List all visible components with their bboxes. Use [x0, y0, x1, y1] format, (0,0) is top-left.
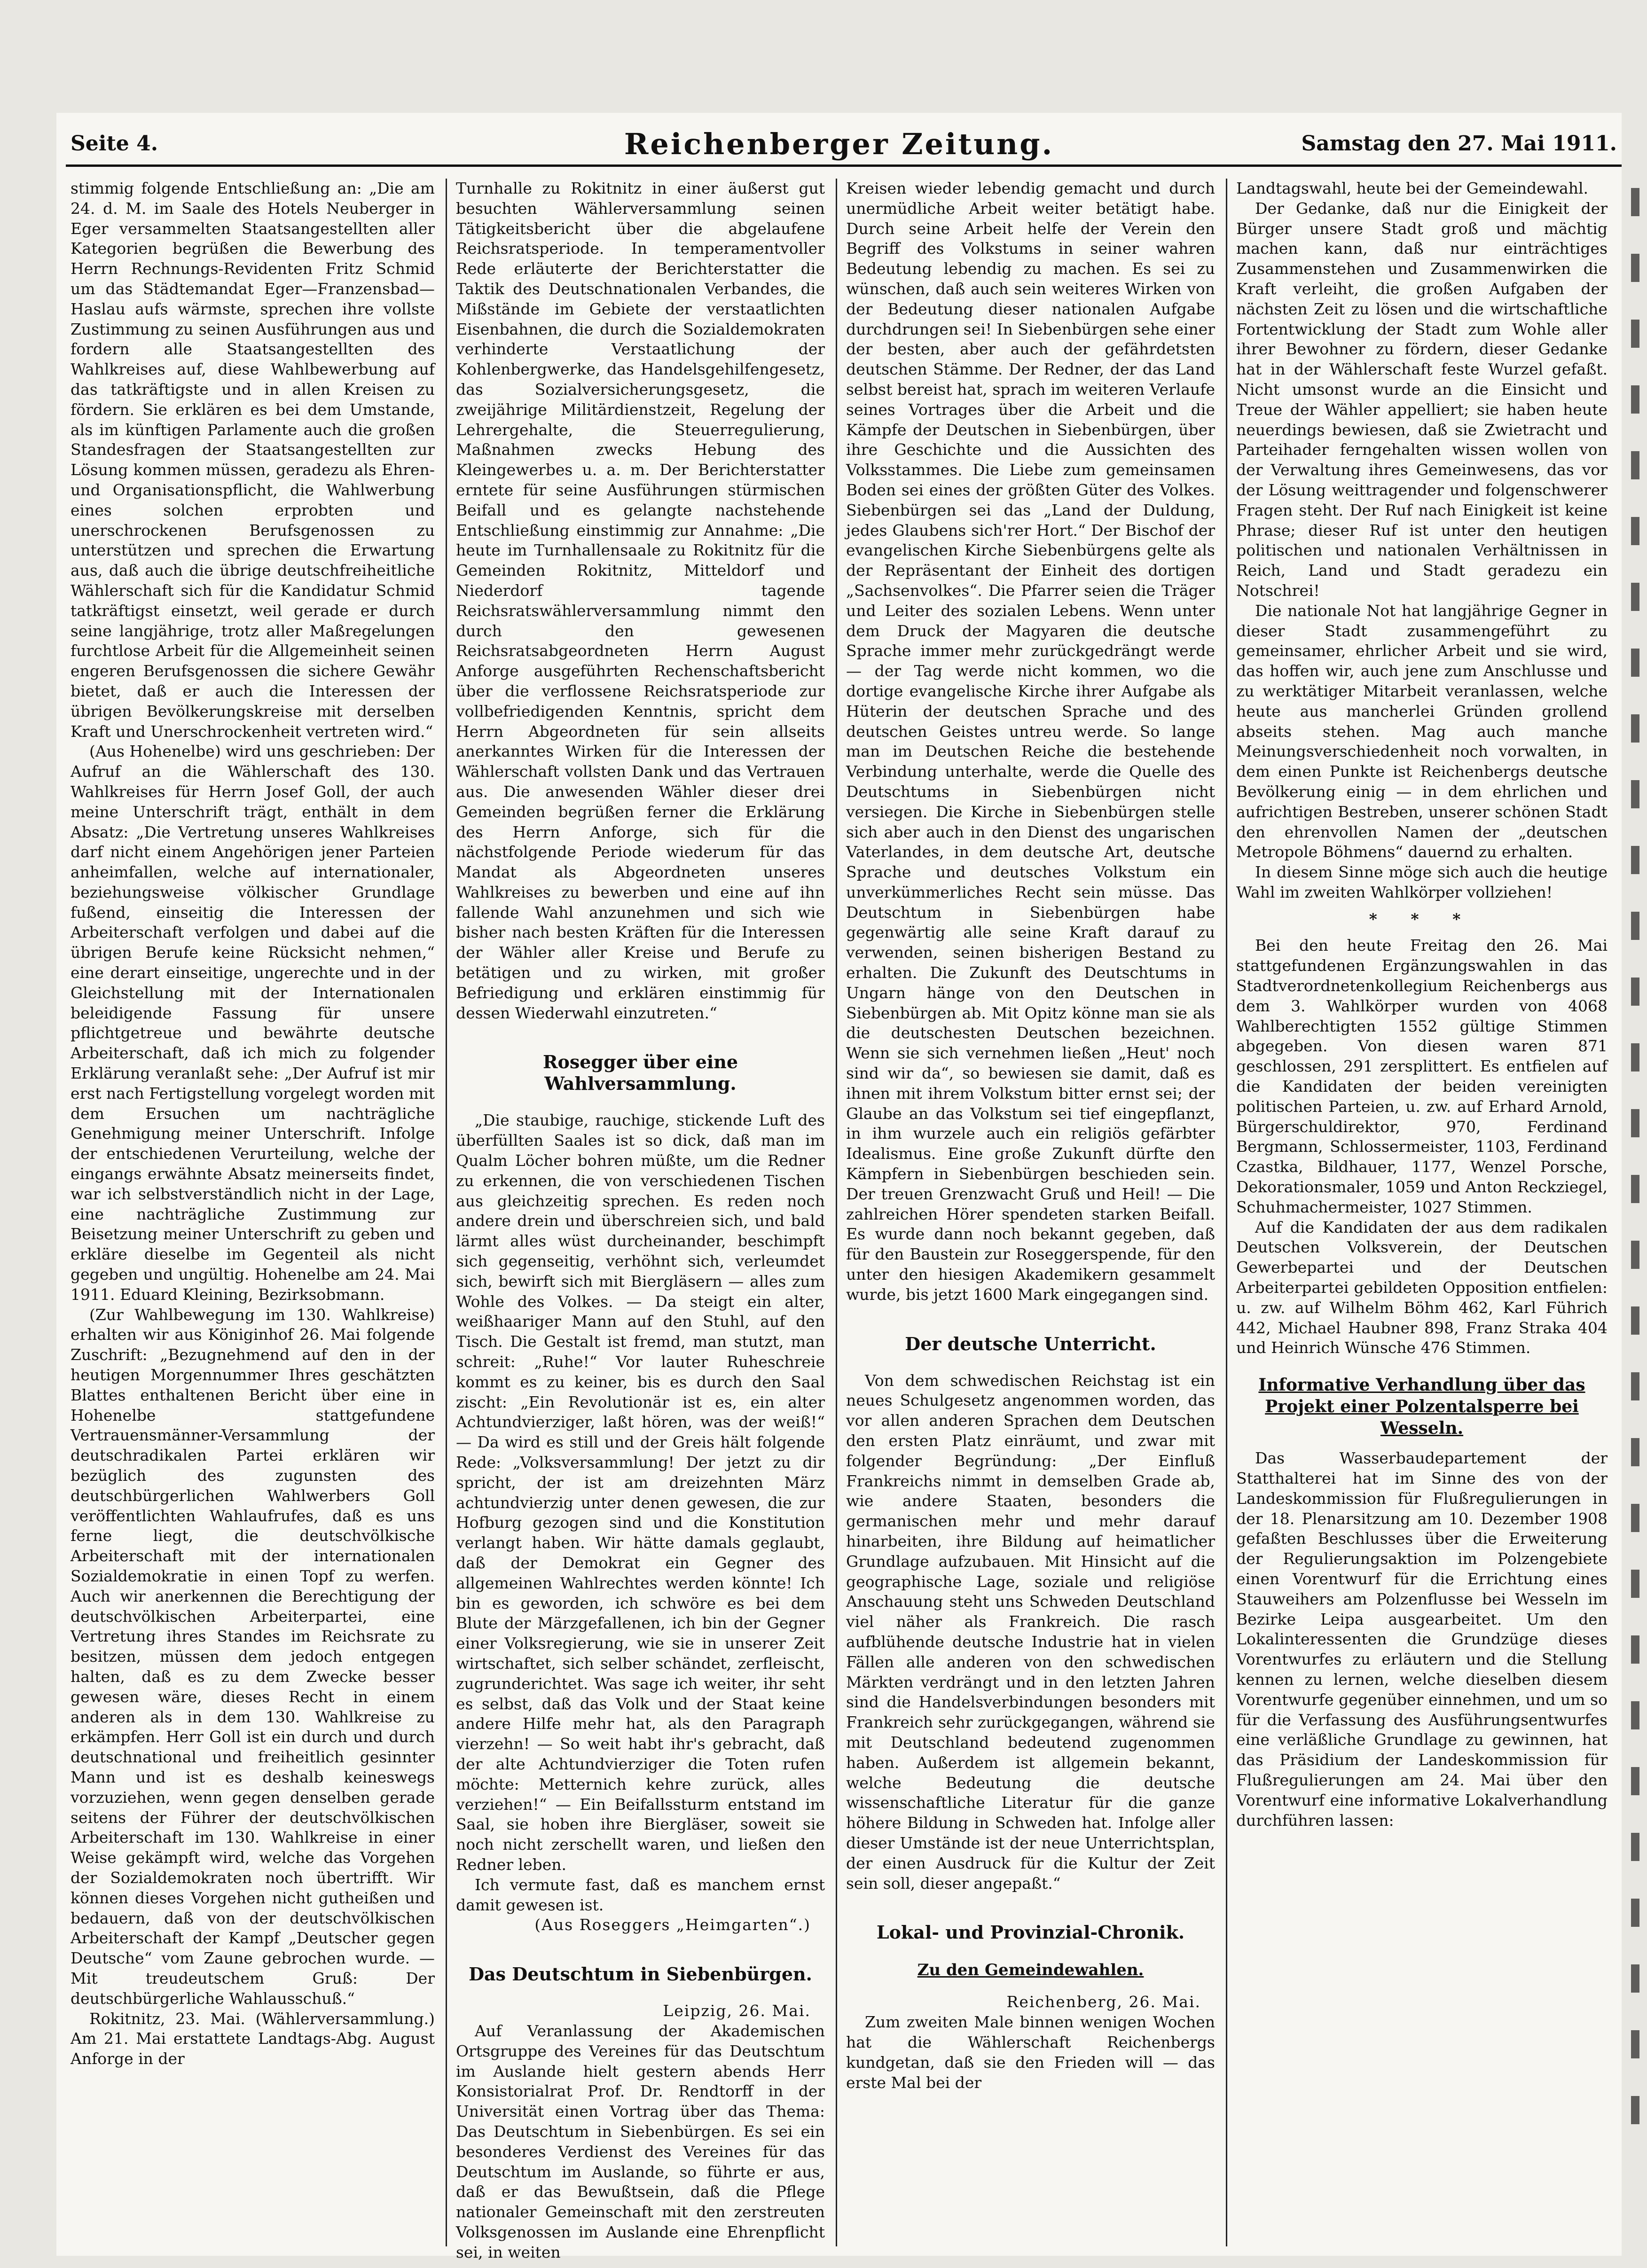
column-2 [456, 179, 825, 2261]
article-paragraph: Turnhalle zu Rokitnitz in einer äußerst gut besuchten Wählerversammlung seinen Tätigkeitsbericht über die abgelaufene Reichsratsperiode. In temperamentvoller Rede erläuterte der Berichterstatter die Taktik des Deutschnationalen Verbandes, die Mißstände im Gebiete der verstaatlichten Eisenbahnen, die durch die Sozialdemokraten verhinderte Verstaatlichung der Kohlenbergwerke, das Handelsgehilfengesetz, das Sozialversicherungsgesetz, die zweijährige Militärdienstzeit, Regelung der Lehrergehalte, die Steuerregulierung, Maßnahmen zwecks Hebung des Kleingewerbes u. a. m. Der Berichterstatter erntete für seine Ausführungen stürmischen Beifall und es gelangte nachstehende Entschließung einstimmig zur Annahme: „Die heute im Turnhallensaale zu Rokitnitz für die Gemeinden Rokitnitz, Mitteldorf und Niederdorf tagende Reichsratswählerversammlung nimmt den durch den gewesenen Reichsratsabgeordneten Herrn August Anforge ausgeführten Rechenschaftsbericht über die verflossene Reichsratsperiode zur vollbefriedigenden Kenntnis, spricht dem Herrn Abgeordneten für sein allseits anerkanntes Wirken für die Interessen der Wählerschaft vollsten Dank und das Vertrauen aus. Die anwesenden Wähler dieser drei Gemeinden begrüßen ferner die Erklärung des Herrn Anforge, sich für die nächstfolgende Periode wiederum für das Mandat als Abgeordneten unseres Wahlkreises zu bewerben und eine auf ihn fallende Wahl anzunehmen und sich wie bisher nach besten Kräften für die Interessen der Wähler aller Kreise und Berufe zu betätigen und zu wirken, mit großer Befriedigung und erklären einstimmig für dessen Wiederwahl einzutreten.“ [456, 179, 825, 1022]
column-divider [1226, 179, 1227, 2246]
column-4 [1236, 179, 1608, 2246]
article-paragraph: Die nationale Not hat langjährige Gegner in dieser Stadt zusammengeführt zu gemeinsamer, ehrlicher Arbeit und sie wird, das hoffen wir, auch jene zum Anschlusse und zu werktätiger Mitarbeit veranlassen, welche heute aus mancherlei Gründen grollend abseits stehen. Mag auch manche Meinungsverschiedenheit noch vorwalten, in dem einen Punkte ist Reichenbergs deutsche Bevölkerung einig — in dem ehrlichen und aufrichtigen Bestreben, unserer schönen Stadt den ehrenvollen Namen der „deutschen Metropole Böhmens“ dauernd zu erhalten. [1236, 601, 1608, 861]
article-subheadline: Zu den Gemeindewahlen. [917, 1961, 1144, 1980]
page-number: Seite 4. [71, 132, 158, 156]
article-paragraph: Kreisen wieder lebendig gemacht und durch unermüdliche Arbeit weiter betätigt habe. Durch seine Arbeit helfe der Verein den Begriff des Volkstums in seiner wahren Bedeutung lebendig zu machen. Es sei zu wünschen, daß auch sein weiteres Wirken von der Bedeutung dieser nationalen Aufgabe durchdrungen sei! In Siebenbürgen sehe einer der besten, aber auch der gefährdetsten deutschen Stämme. Der Redner, der das Land selbst bereist hat, sprach im weiteren Verlaufe seines Vortrages über die Arbeit und die Kämpfe der Deutschen in Siebenbürgen, über ihre Geschichte und die Aussichten des Volksstammes. Die Liebe zum gemeinsamen Boden sei eines der größten Güter des Volkes. Siebenbürgen sei das „Land der Duldung, jedes Glaubens sich'rer Hort.“ Der Bischof der evangelischen Kirche Siebenbürgens gelte als der Repräsentant der Einheit des dortigen „Sachsenvolkes“. Die Pfarrer seien die Träger und Leiter des sozialen Lebens. Wenn unter dem Druck der Magyaren die deutsche Sprache immer mehr zurückgedrängt werde — der Tag werde nicht kommen, wo die dortige evangelische Kirche ihrer Aufgabe als Hüterin der deutschen Sprache und des deutschen Geistes untreu werde. So lange man im Deutschen Reiche die bestehende Verbindung unterhalte, werde die Quelle des Deutschtums in Siebenbürgen nicht versiegen. Die Kirche in Siebenbürgen stelle sich aber auch in den Dienst des ungarischen Vaterlandes, in dem deutsche Art, deutsche Sprache und deutsches Volkstum ein unverkümmerliches Recht sein müsse. Das Deutschtum in Siebenbürgen habe gegenwärtig alle seine Kraft darauf zu verwenden, seinen bisherigen Bestand zu erhalten. Die Zukunft des Deutschtums in Ungarn hänge von den Deutschen in Siebenbürgen ab. Mit Opitz könne man sie als die deutschesten Deutschen bezeichnen. Wenn sie sich vernehmen ließen „Heut' noch sind wir da“, so bewiesen sie damit, daß es ihnen mit ihrem Volkstum bitter ernst sei; der Glaube an das Volkstum sei tief eingepflanzt, in ihm wurzele auch ein religiös gefärbter Idealismus. Eine große Zukunft dürfte den Kämpfern in Siebenbürgen beschieden sein. Der treuen Grenzwacht Gruß und Heil! — Die zahlreichen Hörer spendeten starken Beifall. Es wurde dann noch bekannt gegeben, daß für den Baustein zur Roseggerspende, für den unter den hiesigen Akademikern gesammelt wurde, bis jetzt 1600 Mark eingegangen sind. [846, 179, 1215, 1304]
column-divider [446, 179, 447, 2246]
article-headline: Der deutsche Unterricht. [905, 1333, 1156, 1354]
article-paragraph: Der Gedanke, daß nur die Einigkeit der Bürger unsere Stadt groß und mächtig machen kann, daß nur einträchtiges Zusammenstehen und Zusammenwirken die Kraft verleiht, die großen Aufgaben der nächsten Zeit zu lösen und die wirtschaftliche Fortentwicklung der Stadt zum Wohle aller ihrer Bewohner zu fördern, dieser Gedanke hat in der Wählerschaft feste Wurzel gefaßt. Nicht umsonst wurde an die Einsicht und Treue der Wähler appelliert; sie haben heute neuerdings bewiesen, daß sie Zwietracht und Parteihader ferngehalten wissen wollen von der Verwaltung ihres Gemeinwesens, das vor der Lösung weittragender und folgenschwerer Fragen steht. Der Ruf nach Einigkeit ist keine Phrase; dieser Ruf ist unter den heutigen politischen und nationalen Verhältnissen in Reich, Land und Stadt geradezu ein Notschrei! [1236, 199, 1608, 600]
masthead: Reichenberger Zeitung. [624, 127, 1054, 161]
page-header [56, 127, 1622, 164]
article-headline: Das Deutschtum in Siebenbürgen. [469, 1963, 812, 1985]
article-paragraph: stimmig folgende Entschließung an: „Die am 24. d. M. im Saale des Hotels Neuberger in Eger versammelten Staatsangestellten aller Kategorien begrüßen die Bewerbung des Herrn Rechnungs-Revidenten Fritz Schmid um das Städtemandat Eger—Franzensbad—Haslau aufs wärmste, sprechen ihre vollste Zustimmung zu seinen Ausführungen aus und fordern alle Staatsangestellten des Wahlkreises auf, diese Wahlbewerbung auf das tatkräftigste und in allen Kreisen zu fördern. Sie erklären es bei dem Umstande, als im künftigen Parlamente auch die großen Standesfragen der Staatsangestellten zur Lösung kommen müssen, geradezu als Ehren- und Organisationspflicht, die Wahlwerbung eines solchen erprobten und unerschrockenen Berufsgenossen zu unterstützen und sprechen die Erwartung aus, daß auch die übrige deutschfreiheitliche Wählerschaft sich für die Kandidatur Schmid tatkräftigst einsetzt, weil gerade er durch seine langjährige, trotz aller Maßregelungen furchtlose Arbeit für die Allgemeinheit seinen engeren Berufsgenossen die sichere Gewähr bietet, daß er auch die Interessen der übrigen Bevölkerungskreise mit derselben Kraft und Unerschrockenheit vertreten wird.“ [71, 179, 435, 741]
article-headline: Rosegger über eine Wahlversammlung. [542, 1051, 738, 1095]
article-paragraph: Bei den heute Freitag den 26. Mai stattgefundenen Ergänzungswahlen in das Stadtverordnetenkollegium Reichenbergs aus dem 3. Wahlkörper wurden von 4068 Wahlberechtigten 1552 gültige Stimmen abgegeben. Von diesen waren 871 geschlossen, 291 zersplittert. Es entfielen auf die Kandidaten der beiden vereinigten politischen Parteien, u. zw. auf Erhard Arnold, Bürgerschuldirektor, 970, Ferdinand Bergmann, Schlossermeister, 1103, Ferdinand Czastka, Bildhauer, 1177, Wenzel Porsche, Dekorationsmaler, 1059 und Anton Reckziegel, Schuhmachermeister, 1027 Stimmen. [1236, 936, 1608, 1216]
newspaper-page [56, 113, 1622, 2261]
article-paragraph: Rokitnitz, 23. Mai. (Wählerversammlung.) Am 21. Mai erstattete Landtags-Abg. August Anforge in der [71, 2009, 435, 2068]
article-dateline: Leipzig, 26. Mai. [663, 2002, 811, 2020]
section-headline: Lokal- und Provinzial-Chronik. [876, 1922, 1185, 1943]
article-dateline: Reichenberg, 26. Mai. [1006, 1993, 1201, 2011]
issue-date: Samstag den 27. Mai 1911. [1301, 132, 1617, 156]
article-paragraph: Das Wasserbaudepartement der Statthalterei hat im Sinne des von der Landeskommission für Flußregulierungen in der 18. Plenarsitzung am 10. Dezember 1908 gefaßten Beschlusses über die Erweiterung der Regulierungsaktion im Polzengebiete einen Vorentwurf für die Errichtung eines Stauweihers am Polzenflusse bei Wesseln im Bezirke Leipa ausgearbeitet. Um den Lokalinteressenten die Grundzüge dieses Vorentwurfes zu erläutern und die Stellung kennen zu lernen, welche dieselben diesem Vorentwurfe gegenüber einnehmen, und um so für die Verfassung des Ausführungsentwurfes eine verläßliche Grundlage zu gewinnen, hat das Präsidium der Landeskommission für Flußregulierungen am 24. Mai über den Vorentwurf eine informative Lokalverhandlung durchführen lassen: [1236, 1449, 1608, 1830]
scan-edge-artifact [1631, 188, 1639, 2162]
article-paragraph: Auf die Kandidaten der aus dem radikalen Deutschen Volksverein, der Deutschen Gewerbepartei und der Deutschen Arbeiterpartei gebildeten Opposition entfielen: u. zw. auf Wilhelm Böhm 462, Karl Führich 442, Michael Haubner 898, Franz Straka 404 und Heinrich Wünsche 476 Stimmen. [1236, 1218, 1608, 1357]
section-separator: * * * [1369, 909, 1475, 928]
article-source: (Aus Roseggers „Heimgarten“.) [534, 1916, 811, 1934]
article-paragraph: Zum zweiten Male binnen wenigen Wochen hat die Wählerschaft Reichenbergs kundgetan, daß sie den Frieden will — das erste Mal bei der [846, 2013, 1215, 2092]
column-3 [846, 179, 1215, 2246]
article-paragraph: (Zur Wahlbewegung im 130. Wahlkreise) erhalten wir aus Königinhof 26. Mai folgende Zuschrift: „Bezugnehmend auf den in der heutigen Morgennummer Ihres geschätzten Blattes enthaltenen Bericht über eine in Hohenelbe stattgefundene Vertrauensmänner-Versammlung der deutschradikalen Partei erklären wir bezüglich des zugunsten des deutschbürgerlichen Wahlwerbers Goll veröffentlichten Wahlaufrufes, daß es uns ferne liegt, die deutschvölkische Arbeiterschaft mit der internationalen Sozialdemokratie in einen Topf zu werfen. Auch wir anerkennen die Berechtigung der deutschvölkischen Arbeiterpartei, eine Vertretung ihres Standes im Reichsrate zu besitzen, müssen dem jedoch entgegen halten, daß es zu dem Zwecke besser gewesen wäre, dieses Recht in einem anderen als in dem 130. Wahlkreise zu erkämpfen. Herr Goll ist ein durch und durch deutschnational und freiheitlich gesinnter Mann und ist es deshalb keineswegs vorzuziehen, wenn gegen denselben gerade seitens der Führer der deutschvölkischen Arbeiterschaft im 130. Wahlkreise in einer Weise gekämpft wird, welche das Vorgehen der Sozialdemokraten noch übertrifft. Wir können dieses Vorgehen nicht gutheißen und bedauern, daß von der deutschvölkischen Arbeiterschaft der Kampf „Deutscher gegen Deutsche“ vom Zaune gebrochen wurde. — Mit treudeutschem Gruß: Der deutschbürgerliche Wahlausschuß.“ [71, 1305, 435, 2008]
column-divider [836, 179, 837, 2246]
article-paragraph: Von dem schwedischen Reichstag ist ein neues Schulgesetz angenommen worden, das vor allen anderen Sprachen dem Deutschen den ersten Platz einräumt, und zwar mit folgender Begründung: „Der Einfluß Frankreichs nimmt in demselben Grade ab, wie andere Staaten, besonders die germanischen mehr und mehr darauf hinarbeiten, ihre Bildung auf heimatlicher Grundlage aufzubauen. Mit Hinsicht auf die geographische Lage, soziale und religiöse Anschauung steht uns Schweden Deutschland viel näher als Frankreich. Die rasch aufblühende deutsche Industrie hat in vielen Fällen alle anderen von den schwedischen Märkten verdrängt und in den letzten Jahren sind die Handelsverbindungen besonders mit Frankreich sehr zurückgegangen, während sie mit Deutschland bedeutend zugenommen haben. Außerdem ist allgemein bekannt, welche Bedeutung die deutsche wissenschaftliche Literatur für die ganze höhere Bildung in Schweden hat. Infolge aller dieser Umstände ist der neue Unterrichtsplan, der einen Ausdruck für die Kultur der Zeit sein soll, dieser angepaßt.“ [846, 1371, 1215, 1893]
article-paragraph: In diesem Sinne möge sich auch die heutige Wahl im zweiten Wahlkörper vollziehen! [1236, 863, 1608, 901]
column-1 [71, 179, 435, 2246]
article-paragraph: Landtagswahl, heute bei der Gemeindewahl. [1236, 179, 1588, 197]
article-paragraph: (Aus Hohenelbe) wird uns geschrieben: Der Aufruf an die Wählerschaft des 130. Wahlkreises für Herrn Josef Goll, der auch meine Unterschrift trägt, enthält in dem Absatz: „Die Vertretung unseres Wahlkreises darf nicht einem Angehörigen jener Parteien anheimfallen, welche auf internationaler, beziehungsweise völkischer Grundlage fußend, einseitig die Interessen der Arbeiterschaft verfolgen und dabei auf die übrigen Berufe keine Rücksicht nehmen,“ eine derart einseitige, ungerechte und in der Gleichstellung mit der Internationalen beleidigende Fassung für unsere pflichtgetreue und bewährte deutsche Arbeiterschaft, daß ich mich zu folgender Erklärung veranlaßt sehe: „Der Aufruf ist mir erst nach Fertigstellung vorgelegt worden mit dem Ersuchen um nachträgliche Genehmigung meiner Unterschrift. Infolge der entschiedenen Verurteilung, welche der eingangs erwähnte Absatz meinerseits findet, war ich selbstverständlich nicht in der Lage, eine nachträgliche Zustimmung zur Beisetzung meiner Unterschrift zu geben und erkläre dieselbe im Gegenteil als nicht gegeben und ungültig. Hohenelbe am 24. Mai 1911. Eduard Kleining, Bezirksobmann. [71, 742, 435, 1304]
article-headline: Informative Verhandlung über das Projekt einer Polzentalsperre bei Wesseln. [1258, 1375, 1585, 1439]
article-paragraph: Auf Veranlassung der Akademischen Ortsgruppe des Vereines für das Deutschtum im Auslande hielt gestern abends Herr Konsistorialrat Prof. Dr. Rendtorff in der Universität einen Vortrag über das Thema: Das Deutschtum in Siebenbürgen. Es sei ein besonderes Verdienst des Vereines für das Deutschtum im Auslande, so führte er aus, daß er das Bewußtsein, daß die Pflege nationaler Gemeinschaft mit den zerstreuten Volksgenossen im Auslande eine Ehrenpflicht sei, in weiten [456, 2021, 825, 2261]
header-rule [66, 164, 1622, 167]
article-paragraph: „Die staubige, rauchige, stickende Luft des überfüllten Saales ist so dick, daß man im Qualm Löcher bohren müßte, um die Redner zu erkennen, die von verschiedenen Tischen aus gleichzeitig sprechen. Es reden noch andere drein und überschreien sich, und bald lärmt alles wüst durcheinander, beschimpft sich gegenseitig, verhöhnt sich, verleumdet sich, bewirft sich mit Biergläsern — alles zum Wohle des Volkes. — Da steigt ein alter, weißhaariger Mann auf den Stuhl, auf den Tisch. Die Gestalt ist fremd, man stutzt, man schreit: „Ruhe!“ Vor lauter Ruheschreie kommt es zu keiner, bis es durch den Saal zischt: „Ein Revolutionär ist es, ein alter Achtundvierziger, laßt hören, was der weiß!“ — Da wird es still und der Greis hält folgende Rede: „Volksversammlung! Der jetzt zu dir spricht, der ist am dreizehnten März achtundvierzig unter denen gewesen, die zur Hofburg gezogen sind und die Konstitution verlangt haben. Wir hätte damals geglaubt, daß der Demokrat ein Gegner des allgemeinen Wahlrechtes werden könnte! Ich bin es geworden, ich schwöre es bei dem Blute der Märzgefallenen, ich bin der Gegner einer Volksregierung, wie sie in unserer Zeit wirtschaftet, sich selber schändet, zerfleischt, zugrunderichtet. Was sage ich weiter, ihr seht es selbst, daß das Volk und der Staat keine andere Hilfe mehr hat, als den Paragraph vierzehn! — So weit habt ihr's gebracht, daß der alte Achtundvierziger die Toten rufen möchte: Metternich kehre zurück, alles verziehen!“ — Ein Beifallssturm entstand im Saal, sie hoben ihre Biergläser, soweit sie noch nicht zerschellt waren, und ließen den Redner leben. [456, 1111, 825, 1874]
article-paragraph: Ich vermute fast, daß es manchem ernst damit gewesen ist. [456, 1875, 825, 1914]
